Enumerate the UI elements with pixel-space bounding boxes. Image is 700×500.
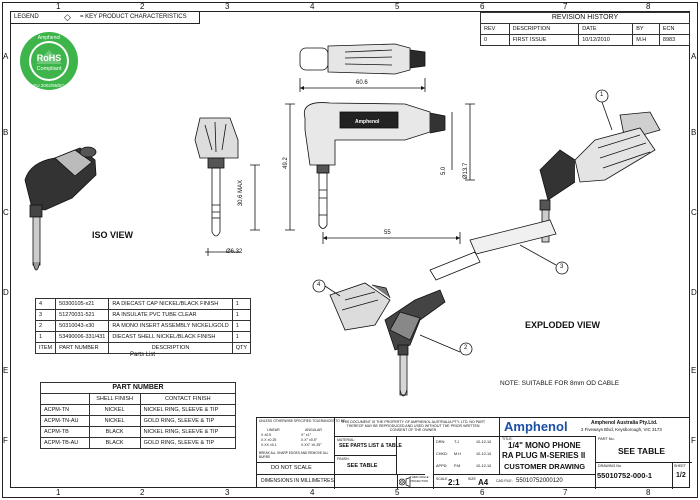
- col-label: 1: [56, 2, 61, 11]
- col-label: 4: [310, 488, 315, 497]
- dim-length-top: 60.6: [356, 80, 368, 86]
- col-label: 2: [140, 488, 145, 497]
- side-brand-mark: Amphenol: [355, 119, 380, 125]
- part-number-code: ACPM-TN-AU: [41, 416, 90, 427]
- col-label: 6: [480, 488, 485, 497]
- third-angle-label: THIRD ANGLE PROJECTION: [410, 475, 429, 483]
- part-number-table: [40, 382, 236, 449]
- title-area: [499, 436, 595, 474]
- part-number-contact: GOLD RING, SLEEVE & TIP: [140, 416, 235, 427]
- third-angle-block: [397, 474, 433, 489]
- callout-3: 3: [560, 264, 564, 270]
- title-line-1: 1/4" MONO PHONE: [508, 441, 581, 450]
- part-number-header: CONTACT FINISH: [140, 394, 235, 405]
- part-number-shell: NICKEL: [89, 416, 140, 427]
- tol-linear: X.X ±0.25: [261, 438, 277, 442]
- tol-linear: X.XX ±0.1: [261, 443, 277, 447]
- amphenol-logo: Amphenol: [504, 419, 568, 434]
- part-number-shell: BLACK: [89, 438, 140, 449]
- chkd-date: 10-12-10: [476, 452, 492, 456]
- drawing-no-label: DRAWING No.: [598, 464, 622, 468]
- revision-cell: 8983: [659, 35, 689, 46]
- parts-header: PART NUMBER: [56, 343, 109, 354]
- part-no-block: [595, 436, 691, 489]
- callout-4: 4: [317, 282, 321, 288]
- dim-offset: 5.0: [441, 166, 448, 176]
- dim-height-pin: 30.6 MAX: [238, 179, 245, 207]
- title-block: [256, 417, 690, 488]
- row-label: F: [691, 436, 696, 445]
- tol-header-linear: LINEAR: [267, 428, 280, 432]
- title-line-2: RA PLUG M-SERIES II: [502, 451, 586, 460]
- parts-number: 50300105-x21: [56, 299, 109, 310]
- part-number-contact: NICKEL RING, SLEEVE & TIP: [140, 427, 235, 438]
- revision-cell: 0: [481, 35, 510, 46]
- title-label: TITLE:: [502, 437, 513, 441]
- drawing-no-value: 55010752-000-1: [597, 471, 653, 480]
- drn-value: T.J: [454, 440, 459, 444]
- col-label: 8: [646, 2, 651, 11]
- row-label: D: [691, 288, 697, 297]
- col-label: 4: [310, 2, 315, 11]
- parts-item: 2: [36, 321, 56, 332]
- part-number-code: ACPM-TN: [41, 405, 90, 416]
- company-address: 2 Fiveways Blvd, Keysborough, VIC 3173: [581, 427, 662, 432]
- part-no-label: PART No.: [598, 437, 615, 441]
- revision-title: REVISION HISTORY: [481, 13, 690, 24]
- parts-item: 4: [36, 299, 56, 310]
- col-label: 5: [395, 2, 400, 11]
- row-label: A: [691, 52, 697, 61]
- part-number-shell: BLACK: [89, 427, 140, 438]
- row-label: D: [3, 288, 9, 297]
- col-label: 7: [563, 488, 568, 497]
- legend-diamond-icon: ◇: [64, 12, 71, 22]
- parts-qty: 1: [232, 299, 250, 310]
- col-label: 2: [140, 2, 145, 11]
- top-view: [300, 44, 425, 74]
- col-label: 8: [646, 488, 651, 497]
- parts-number: 51270031-521: [56, 310, 109, 321]
- break-edges-note: BREAK ALL SHARP EDGES AND REMOVE ALL BURRS: [259, 451, 329, 459]
- dim-length-side: 55: [384, 230, 391, 236]
- revision-header: DATE: [579, 24, 633, 35]
- parts-list-caption: Parts List: [130, 352, 156, 358]
- proprietary-notice: THIS DOCUMENT IS THE PROPERTY OF AMPHENOL AUSTRALIA PTY. LTD. NO PART THEREOF MAY BE REPRODUCED AND USED WITHOUT THE PRIOR WRITTEN CONSENT OF THE OWNER: [340, 420, 486, 432]
- dim-height-total: 49.2: [282, 157, 289, 169]
- appd-label: APPD:: [436, 464, 448, 468]
- parts-item: 3: [36, 310, 56, 321]
- row-label: F: [3, 436, 8, 445]
- revision-header: ECN: [659, 24, 689, 35]
- finish-label: FINISH:: [337, 457, 350, 461]
- parts-list-table: [35, 298, 251, 354]
- cad-value: 55010752000120: [516, 478, 563, 484]
- rohs-arc-top: Amphenol: [37, 35, 61, 41]
- chkd-value: M.H: [454, 452, 461, 456]
- scale-block: [433, 474, 595, 489]
- row-label: E: [691, 366, 697, 375]
- parts-header: DESCRIPTION: [109, 343, 232, 354]
- material-label: MATERIAL:: [337, 438, 356, 442]
- rohs-compliant: Compliant: [36, 66, 62, 72]
- col-label: 6: [480, 2, 485, 11]
- row-label: A: [3, 52, 9, 61]
- col-label: 3: [225, 488, 230, 497]
- cable-note: NOTE: SUITABLE FOR 8mm OD CABLE: [500, 380, 620, 387]
- sheet-label: SHEET: [674, 464, 686, 468]
- parts-description: RA DIECAST CAP NICKEL/BLACK FINISH: [109, 299, 232, 310]
- parts-item: 1: [36, 332, 56, 343]
- parts-qty: 1: [232, 332, 250, 343]
- title-line-3: CUSTOMER DRAWING: [504, 462, 586, 471]
- revision-header: DESCRIPTION: [509, 24, 579, 35]
- company-name: Amphenol Australia Pty.Ltd.: [591, 420, 658, 426]
- dim-diameter-pin: Ø6.32: [226, 249, 243, 255]
- row-label: B: [3, 128, 9, 137]
- drn-date: 10-12-10: [476, 440, 492, 444]
- parts-number: 53490006-331/431: [56, 332, 109, 343]
- parts-header: QTY: [232, 343, 250, 354]
- iso-right-view: [540, 112, 660, 242]
- col-label: 7: [563, 2, 568, 11]
- scale-value: 2:1: [448, 478, 460, 487]
- tolerance-title: UNLESS OTHERWISE SPECIFIED TOLERANCES TO BE:: [259, 419, 347, 423]
- legend-label: LEGEND: [14, 14, 39, 20]
- parts-qty: 1: [232, 321, 250, 332]
- appd-date: 10-12-10: [476, 464, 492, 468]
- dimensions-note: DIMENSIONS IN MILLIMETRES: [261, 478, 334, 484]
- part-number-shell: NICKEL: [89, 405, 140, 416]
- exploded-view-label: EXPLODED VIEW: [525, 320, 601, 330]
- tol-angular: X° ±1°: [301, 433, 311, 437]
- rohs-text: RoHS: [36, 53, 62, 63]
- part-number-contact: NICKEL RING, SLEEVE & TIP: [140, 405, 235, 416]
- tol-linear: X ±0.5: [261, 433, 272, 437]
- callout-1: 1: [600, 92, 604, 98]
- do-not-scale: DO NOT SCALE: [271, 465, 312, 471]
- col-label: 1: [56, 488, 61, 497]
- size-label: SIZE: [468, 477, 476, 481]
- dim-diameter-body: Ø13.7: [463, 162, 470, 180]
- row-label: B: [691, 128, 697, 137]
- parts-qty: 1: [232, 310, 250, 321]
- chkd-label: CHKD:: [436, 452, 448, 456]
- parts-description: RA INSULATE PVC TUBE CLEAR: [109, 310, 232, 321]
- row-label: E: [3, 366, 9, 375]
- tol-header-angular: ANGULAR: [305, 428, 322, 432]
- cad-label: CAD FILE:: [496, 479, 513, 483]
- material-block: [335, 436, 402, 474]
- scale-label: SCALE: [436, 477, 448, 481]
- revision-header: REV: [481, 24, 510, 35]
- parts-description: RA MONO INSERT ASSEMBLY NICKEL/GOLD: [109, 321, 232, 332]
- revision-cell: M.H: [633, 35, 660, 46]
- part-number-header: [41, 394, 90, 405]
- part-number-code: ACPM-TB-AU: [41, 438, 90, 449]
- part-number-contact: GOLD RING, SLEEVE & TIP: [140, 438, 235, 449]
- parts-description: DIECAST SHELL NICKEL/BLACK FINISH: [109, 332, 232, 343]
- rohs-arc-bottom: EU 2002/95/EC: [33, 83, 65, 88]
- finish-value: SEE TABLE: [347, 463, 378, 469]
- tol-angular: X.X° ±0.5°: [301, 438, 318, 442]
- iso-view: [25, 147, 96, 270]
- size-value: A4: [478, 478, 489, 487]
- parts-number: 50310043-x30: [56, 321, 109, 332]
- legend-text: = KEY PRODUCT CHARACTERISTICS: [80, 14, 187, 20]
- revision-cell: 10/12/2010: [579, 35, 633, 46]
- material-value: SEE PARTS LIST & TABLE: [339, 443, 402, 449]
- revision-cell: FIRST ISSUE: [509, 35, 579, 46]
- appd-value: P.M: [454, 464, 461, 468]
- part-number-header: SHELL FINISH: [89, 394, 140, 405]
- part-no-value: SEE TABLE: [618, 446, 666, 456]
- drn-label: DRN:: [436, 440, 446, 444]
- row-label: C: [3, 208, 9, 217]
- callout-2: 2: [464, 345, 468, 351]
- col-label: 5: [395, 488, 400, 497]
- iso-view-label: ISO VIEW: [92, 230, 134, 240]
- part-number-code: ACPM-TB: [41, 427, 90, 438]
- sheet-value: 1/2: [676, 472, 686, 479]
- approval-block: [433, 436, 499, 474]
- logo-block: [499, 418, 577, 436]
- part-number-title: PART NUMBER: [41, 383, 236, 394]
- third-angle-projection-icon: [399, 477, 411, 487]
- tol-angular: X.XX° ±0.25°: [301, 443, 322, 447]
- parts-header: ITEM: [36, 343, 56, 354]
- col-label: 3: [225, 2, 230, 11]
- revision-header: BY: [633, 24, 660, 35]
- row-label: C: [691, 208, 697, 217]
